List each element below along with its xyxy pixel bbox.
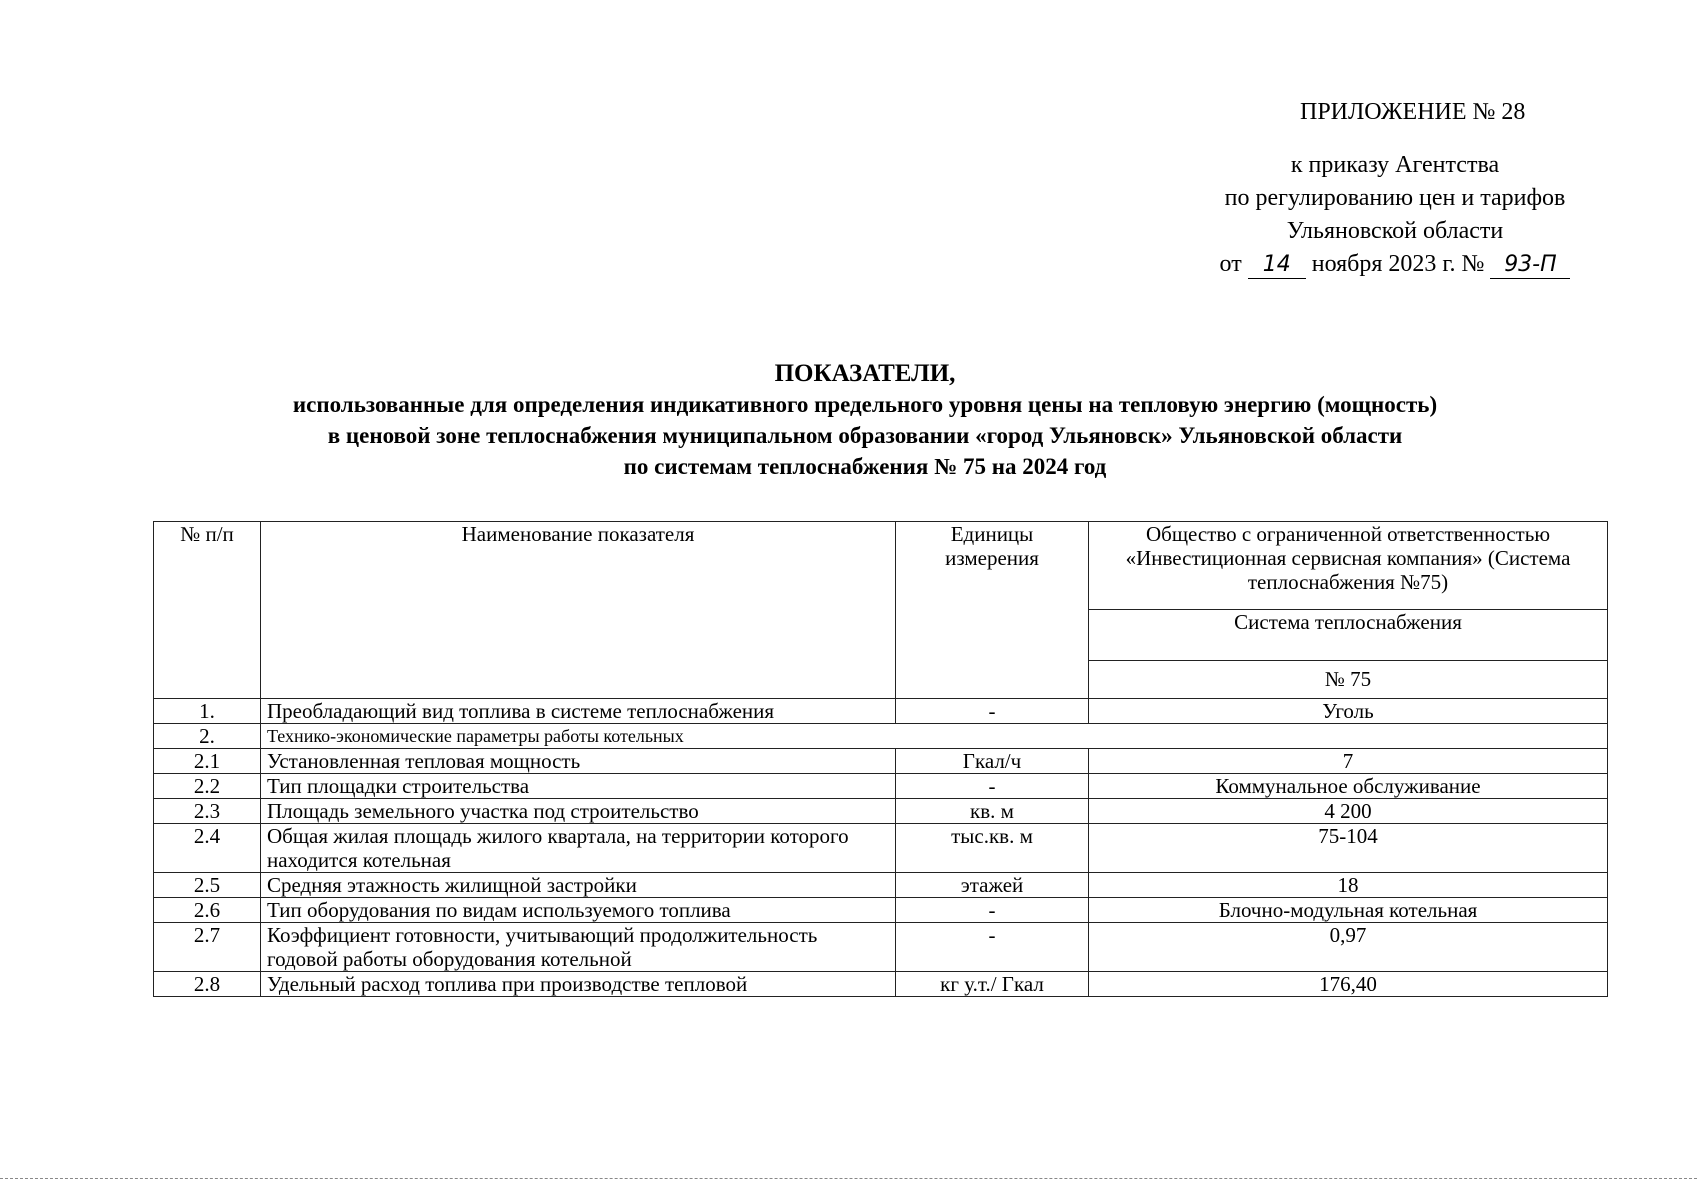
- row-no: 1.: [154, 699, 261, 724]
- row-name: Технико-экономические параметры работы котельных: [261, 724, 1608, 749]
- header-system: Система теплоснабжения: [1089, 609, 1608, 660]
- row-unit: -: [896, 699, 1089, 724]
- table-row: [154, 799, 1608, 824]
- row-name: Удельный расход топлива при производстве тепловой: [261, 972, 896, 997]
- table-row: [154, 873, 1608, 898]
- row-name: Тип площадки строительства: [261, 774, 896, 799]
- table-row: [154, 699, 1608, 724]
- row-unit: этажей: [896, 873, 1089, 898]
- row-unit: тыс.кв. м: [896, 824, 1089, 873]
- date-rest: ноября 2023 г. №: [1311, 251, 1485, 277]
- row-name: Преобладающий вид топлива в системе теплоснабжения: [261, 699, 896, 724]
- row-unit: кг у.т./ Гкал: [896, 972, 1089, 997]
- row-no: 2.5: [154, 873, 261, 898]
- row-name: Средняя этажность жилищной застройки: [261, 873, 896, 898]
- title-main: ПОКАЗАТЕЛИ,: [774, 360, 956, 387]
- row-no: 2.6: [154, 898, 261, 923]
- row-value: 7: [1089, 749, 1608, 774]
- row-name: Коэффициент готовности, учитывающий продолжительность годовой работы оборудования котельной: [261, 923, 896, 972]
- row-name: Площадь земельного участка под строительство: [261, 799, 896, 824]
- indicators-table: [153, 521, 1608, 997]
- appendix-line-2: по регулированию цен и тарифов: [1224, 185, 1566, 211]
- appendix-number: ПРИЛОЖЕНИЕ № 28: [1300, 99, 1526, 125]
- appendix-line-3: Ульяновской области: [1286, 218, 1504, 244]
- row-unit: кв. м: [896, 799, 1089, 824]
- title-line-3: по системам теплоснабжения № 75 на 2024 год: [623, 454, 1107, 479]
- row-name: Установленная тепловая мощность: [261, 749, 896, 774]
- row-value: Блочно-модульная котельная: [1089, 898, 1608, 923]
- row-value: 176,40: [1089, 972, 1608, 997]
- table-row: [154, 724, 1608, 749]
- header-name: Наименование показателя: [261, 522, 896, 699]
- table-row: [154, 923, 1608, 972]
- header-org: Общество с ограниченной ответственностью «Инвестиционная сервисная компания» (Система теплоснабжения №75): [1089, 522, 1608, 610]
- table-row: [154, 824, 1608, 873]
- row-name: Тип оборудования по видам используемого топлива: [261, 898, 896, 923]
- header-unit: Единицы измерения: [896, 522, 1089, 699]
- row-value: 18: [1089, 873, 1608, 898]
- table-row: [154, 749, 1608, 774]
- row-value: 75-104: [1089, 824, 1608, 873]
- date-prefix: от: [1219, 251, 1242, 277]
- header-no: № п/п: [154, 522, 261, 699]
- title-line-1: использованные для определения индикативного предельного уровня цены на тепловую энергию (мощность): [292, 392, 1438, 417]
- row-no: 2.: [154, 724, 261, 749]
- row-unit: -: [896, 923, 1089, 972]
- date-day-handwritten: 14: [1248, 252, 1306, 279]
- header-system-no: № 75: [1089, 660, 1608, 698]
- row-unit: -: [896, 774, 1089, 799]
- title-line-2: в ценовой зоне теплоснабжения муниципальном образовании «город Ульяновск» Ульяновской области: [327, 423, 1403, 448]
- row-unit: Гкал/ч: [896, 749, 1089, 774]
- table-row: [154, 972, 1608, 997]
- row-no: 2.7: [154, 923, 261, 972]
- scan-edge-line: [0, 1178, 1697, 1179]
- table-row: [154, 774, 1608, 799]
- row-value: Уголь: [1089, 699, 1608, 724]
- row-no: 2.8: [154, 972, 261, 997]
- row-value: 4 200: [1089, 799, 1608, 824]
- appendix-block: [1160, 96, 1630, 281]
- row-name: Общая жилая площадь жилого квартала, на территории которого находится котельная: [261, 824, 896, 873]
- row-no: 2.4: [154, 824, 261, 873]
- appendix-line-1: к приказу Агентства: [1290, 152, 1500, 178]
- row-value: 0,97: [1089, 923, 1608, 972]
- row-unit: -: [896, 898, 1089, 923]
- document-title: [140, 358, 1590, 482]
- row-value: Коммунальное обслуживание: [1089, 774, 1608, 799]
- row-no: 2.2: [154, 774, 261, 799]
- table-row: [154, 898, 1608, 923]
- appendix-date-line: [1160, 248, 1630, 281]
- row-no: 2.3: [154, 799, 261, 824]
- order-number-handwritten: 93-П: [1490, 252, 1570, 279]
- table-header-row: [154, 522, 1608, 610]
- row-no: 2.1: [154, 749, 261, 774]
